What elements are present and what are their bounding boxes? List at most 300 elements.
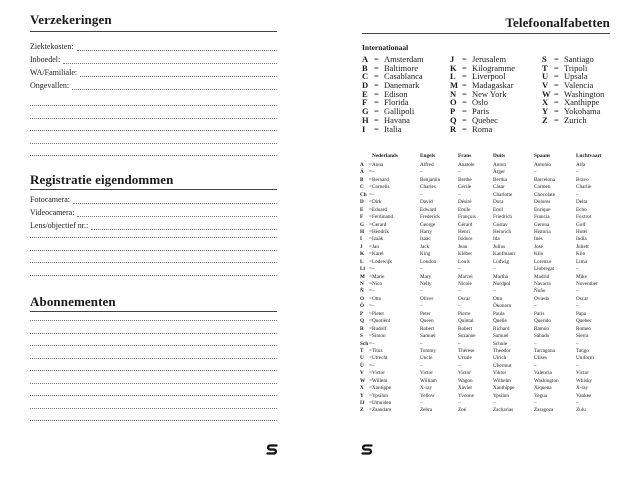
code-word: Lorenzo [534, 258, 552, 265]
write-line[interactable] [91, 222, 277, 230]
letter: S [360, 333, 363, 340]
equals-sign: = [369, 400, 372, 406]
equals-sign: = [374, 71, 379, 82]
code-word: Foxtrot [576, 214, 592, 221]
section-rule [30, 311, 277, 312]
code-word: Xiquena [534, 385, 552, 392]
equals-sign: = [374, 80, 379, 91]
code-word: Dirk [372, 199, 382, 206]
code-word: Berthe [458, 176, 472, 183]
code-word: – [576, 400, 579, 406]
equals-sign: = [554, 62, 559, 73]
equals-sign: = [374, 97, 379, 108]
code-word: Ñoño [534, 288, 546, 295]
code-word: – [372, 303, 375, 310]
code-word: Oviedo [534, 295, 550, 302]
equals-sign: = [369, 362, 372, 369]
write-line[interactable] [30, 237, 277, 238]
write-line[interactable] [77, 43, 277, 51]
write-line[interactable] [30, 262, 277, 263]
code-word: Izaäk [372, 236, 384, 243]
code-word: Ypsilon [372, 392, 388, 399]
code-word: Edison [384, 88, 408, 99]
letter: L [360, 258, 364, 265]
code-word: – [372, 288, 375, 295]
form-field-row [30, 81, 277, 90]
code-word: Wilhelm [493, 377, 511, 384]
letter: E [360, 206, 364, 213]
equals-sign: = [369, 370, 372, 377]
code-word: Schule [493, 340, 508, 347]
code-word: – [534, 362, 537, 369]
list-item [542, 116, 604, 125]
code-word: Queen [420, 318, 434, 325]
code-word: – [576, 340, 579, 347]
code-word: Hendrik [372, 228, 389, 235]
code-word: Mary [420, 273, 432, 280]
equals-sign: = [369, 281, 372, 287]
table-row [360, 222, 640, 229]
code-word: Utrecht [372, 355, 388, 362]
code-word: Alfred [420, 162, 434, 168]
letter: Sch [360, 340, 369, 347]
code-word: Jack [420, 243, 430, 250]
letter: X [542, 97, 549, 108]
code-word: Baltimore [384, 62, 418, 73]
code-word: Ökonom [493, 303, 512, 310]
equals-sign: = [554, 97, 559, 108]
code-word: Zulu [576, 407, 586, 414]
code-word: Nico [372, 281, 383, 287]
code-word: – [576, 362, 579, 369]
code-word: – [458, 303, 461, 310]
form-field-label: Lens/objectief nr.: [30, 221, 89, 230]
code-word: Lodewijk [372, 258, 392, 265]
equals-sign: = [462, 88, 467, 99]
table-row [360, 355, 640, 362]
equals-sign: = [462, 106, 467, 117]
code-word: Emile [458, 206, 471, 213]
code-word: – [493, 266, 496, 273]
write-line[interactable] [30, 155, 277, 156]
code-word: Nicole [458, 281, 472, 287]
equals-sign: = [374, 54, 379, 64]
code-word: Otto [493, 295, 503, 302]
letter: Ö [360, 303, 365, 310]
equals-sign: = [369, 333, 372, 340]
code-word: Jean [458, 243, 468, 250]
write-line[interactable] [30, 345, 277, 346]
code-word: Chocolate [534, 191, 556, 198]
code-word: Ferdinand [372, 214, 394, 221]
code-word: Martha [493, 273, 508, 280]
code-word: Oscar [458, 295, 471, 302]
code-word: Karel [372, 251, 384, 258]
letter: Q [450, 114, 457, 125]
code-word: Valencia [534, 370, 552, 377]
table-row [360, 192, 640, 199]
code-word: – [534, 169, 537, 176]
write-line[interactable] [80, 69, 277, 77]
code-word: Henri [458, 228, 470, 235]
code-word: Zacharias [493, 407, 514, 414]
code-word: Ypsilon [493, 392, 509, 399]
code-word: Simon [372, 333, 386, 340]
code-word: Ulises [534, 355, 547, 362]
code-word: Barcelona [534, 176, 556, 183]
code-word: Victor [576, 370, 589, 377]
countries-table [360, 162, 640, 415]
code-word: Antonio [534, 162, 552, 168]
code-word: Sierra [576, 333, 589, 340]
code-word: Papa [576, 310, 587, 317]
table-row [360, 281, 640, 288]
equals-sign: = [369, 340, 372, 347]
code-word: – [458, 191, 461, 198]
code-word: Charles [420, 184, 436, 191]
equals-sign: = [369, 199, 372, 206]
section-title-verzekeringen: Verzekeringen [30, 12, 112, 27]
code-word: Bravo [576, 176, 589, 183]
letter: Ñ [360, 288, 364, 295]
equals-sign: = [462, 71, 467, 82]
code-word: Ida [493, 236, 500, 243]
code-word: Madagaskar [472, 80, 514, 91]
write-line[interactable] [30, 333, 277, 334]
list-item [450, 125, 515, 134]
page-title: Telefoonalfabetten [505, 15, 610, 30]
table-row [360, 370, 640, 377]
letter: J [360, 243, 363, 250]
code-word: Anna [372, 162, 384, 168]
equals-sign: = [374, 106, 379, 117]
write-line[interactable] [30, 420, 277, 421]
code-word: – [372, 362, 375, 369]
letter: V [360, 370, 364, 377]
code-word: Heinrich [493, 228, 512, 235]
letter: P [360, 310, 364, 317]
equals-sign: = [369, 318, 372, 325]
code-word: Kaufmann [493, 251, 515, 258]
letter: W [542, 88, 551, 99]
code-word: Kilogramme [472, 62, 515, 73]
table-row [360, 326, 640, 333]
write-line[interactable] [30, 275, 277, 276]
code-word: Oslo [472, 97, 489, 108]
code-word: Pieter [372, 310, 385, 317]
code-word: – [420, 400, 423, 406]
code-word: Ursule [458, 355, 472, 362]
code-word: Roma [472, 123, 493, 134]
code-word: Yvonne [458, 392, 474, 399]
letter: L [450, 71, 456, 82]
letter: A [360, 162, 364, 168]
equals-sign: = [554, 88, 559, 99]
code-word: – [534, 400, 537, 406]
code-word: Querido [534, 318, 551, 325]
write-line[interactable] [30, 395, 277, 396]
equals-sign: = [369, 176, 372, 183]
form-field-row [30, 208, 277, 217]
code-word: Benjamin [420, 176, 441, 183]
form-field-row [30, 55, 277, 64]
code-word: Uniform [576, 355, 594, 362]
code-word: Frederick [420, 214, 440, 221]
code-word: Llobregat [534, 266, 555, 273]
equals-sign: = [369, 266, 372, 273]
column-header: Engels [420, 153, 436, 159]
code-word: Jan [372, 243, 379, 250]
write-line[interactable] [30, 383, 277, 384]
list-item [362, 125, 424, 134]
code-word: Yellow [420, 392, 435, 399]
write-line[interactable] [30, 143, 277, 144]
code-word: Gerard [372, 221, 387, 228]
code-word: William [420, 377, 437, 384]
equals-sign: = [374, 62, 379, 73]
letter: H [360, 228, 365, 235]
code-word: Havana [384, 114, 410, 125]
code-word: Nelly [420, 281, 432, 287]
code-word: Santiago [564, 54, 594, 64]
code-word: Gustav [493, 221, 508, 228]
form-field-row [30, 42, 277, 51]
code-word: Wagon [458, 377, 473, 384]
code-word: – [576, 266, 579, 273]
code-word: Charlotte [493, 191, 513, 198]
code-word: Anatole [458, 162, 475, 168]
code-word: Italia [384, 123, 402, 134]
code-word: Désiré [458, 199, 472, 206]
letter: W [360, 377, 366, 384]
equals-sign: = [462, 114, 467, 125]
letter: Z [542, 114, 548, 125]
letter: P [450, 106, 456, 117]
letter: U [542, 71, 549, 82]
equals-sign: = [462, 80, 467, 91]
code-word: X-ray [420, 385, 433, 392]
code-word: Samuel [493, 333, 509, 340]
table-row [360, 378, 640, 385]
equals-sign: = [369, 377, 372, 384]
code-word: José [534, 243, 543, 250]
section-title-abonnementen: Abonnementen [30, 294, 116, 309]
equals-sign: = [369, 303, 372, 310]
code-word: Charlie [576, 184, 592, 191]
code-word: Louis [458, 258, 470, 265]
code-word: Quelle [493, 318, 507, 325]
code-word: – [372, 191, 375, 198]
write-line[interactable] [30, 358, 277, 359]
letter: IJ [360, 400, 365, 406]
letter: Ä [360, 169, 364, 176]
code-word: Whisky [576, 377, 593, 384]
letter: Y [542, 106, 549, 117]
code-word: Victor [372, 370, 385, 377]
code-word: Tarragona [534, 347, 555, 354]
code-word: Ärger [493, 169, 506, 176]
table-row [360, 400, 640, 407]
equals-sign: = [369, 221, 372, 228]
write-line[interactable] [30, 250, 277, 251]
code-word: Quebec [576, 318, 592, 325]
letter: Q [360, 318, 365, 325]
code-word: Edward [420, 206, 437, 213]
code-word: November [576, 281, 598, 287]
code-word: Titus [372, 347, 383, 354]
code-word: – [458, 400, 461, 406]
code-word: George [420, 221, 436, 228]
equals-sign: = [369, 310, 372, 317]
code-word: – [420, 340, 423, 347]
letter: Z [360, 407, 364, 414]
letter: I [362, 123, 366, 134]
code-word: Tango [576, 347, 589, 354]
code-word: – [458, 266, 461, 273]
code-word: Viktor [493, 370, 507, 377]
equals-sign: = [369, 385, 372, 392]
code-word: Gérard [458, 221, 473, 228]
code-word: – [372, 340, 375, 347]
code-word: Golf [576, 221, 586, 228]
code-word: Paris [534, 310, 545, 317]
write-line[interactable] [30, 370, 277, 371]
brand-logo-icon [265, 443, 279, 457]
write-line[interactable] [30, 105, 277, 106]
code-word: Carmen [534, 184, 551, 191]
code-word: Uncle [420, 355, 433, 362]
table-row [360, 385, 640, 392]
code-word: Oscar [576, 295, 589, 302]
letter: B [362, 62, 368, 73]
letter: H [362, 114, 369, 125]
write-line[interactable] [30, 118, 277, 119]
code-word: Marie [372, 273, 385, 280]
table-row [360, 393, 640, 400]
code-word: Tommy [420, 347, 437, 354]
code-word: Gallipoli [384, 106, 415, 117]
code-word: Valencia [564, 80, 594, 91]
code-word: Alfa [576, 162, 586, 168]
code-word: Willem [372, 377, 388, 384]
code-word: Upsala [564, 71, 588, 82]
code-word: Oliver [420, 295, 434, 302]
equals-sign: = [369, 251, 372, 258]
form-field-row [30, 221, 277, 230]
code-word: Quintal [458, 318, 474, 325]
letter: B [360, 176, 364, 183]
code-word: Suzanne [458, 333, 476, 340]
code-word: Madrid [534, 273, 550, 280]
column-header: Frans [458, 153, 472, 159]
column-header: Nederlands [372, 153, 398, 159]
code-word: Zaragoza [534, 407, 554, 414]
letter: J [450, 54, 455, 64]
code-word: Enrique [534, 206, 551, 213]
code-word: Liverpool [472, 71, 506, 82]
write-line[interactable] [73, 196, 277, 204]
equals-sign: = [554, 54, 559, 64]
letter: R [360, 325, 364, 332]
equals-sign: = [369, 355, 372, 362]
code-word: Cécile [458, 184, 472, 191]
code-word: Isaac [420, 236, 431, 243]
code-word: Quotiënt [372, 318, 391, 325]
code-word: Ramón [534, 325, 549, 332]
write-line[interactable] [30, 320, 277, 321]
write-line[interactable] [77, 209, 277, 217]
column-header: Duits [493, 153, 506, 159]
code-word: Romeo [576, 325, 591, 332]
table-row [360, 184, 640, 191]
international-column [362, 55, 424, 133]
code-word: Theodor [493, 347, 511, 354]
table-row [360, 333, 640, 340]
code-word: Florida [384, 97, 409, 108]
code-word: Robert [458, 325, 473, 332]
code-word: Harry [420, 228, 433, 235]
table-row [360, 229, 640, 236]
code-word: Ulrich [493, 355, 507, 362]
code-word: – [576, 191, 579, 198]
code-word: Zebra [420, 407, 433, 414]
letter: O [360, 295, 365, 302]
equals-sign: = [462, 123, 467, 134]
write-line[interactable] [30, 130, 277, 131]
write-line[interactable] [72, 82, 277, 90]
code-word: Xavier [458, 385, 473, 392]
equals-sign: = [369, 214, 372, 221]
code-word: – [420, 266, 423, 273]
code-word: Otto [372, 295, 382, 302]
letter: Ü [360, 362, 364, 369]
letter: F [360, 214, 364, 221]
letter: I [360, 236, 363, 243]
brand-logo-icon [360, 443, 374, 457]
write-line[interactable] [63, 56, 277, 64]
table-row [360, 259, 640, 266]
code-word: Lima [576, 258, 587, 265]
table-row [360, 236, 640, 243]
code-word: Zurich [564, 114, 587, 125]
equals-sign: = [369, 228, 372, 235]
code-word: Xanthippe [493, 385, 515, 392]
table-row [360, 207, 640, 214]
code-word: Kilo [534, 251, 544, 258]
code-word: Juliett [576, 243, 589, 250]
code-word: Bertha [493, 176, 507, 183]
letter: K [360, 251, 365, 258]
equals-sign: = [369, 162, 372, 168]
letter: N [450, 88, 457, 99]
equals-sign: = [369, 392, 372, 399]
letter: G [360, 221, 365, 228]
code-word: Dolores [534, 199, 551, 206]
code-word: Inés [534, 236, 543, 243]
equals-sign: = [462, 54, 467, 64]
code-word: Casablanca [384, 71, 423, 82]
code-word: Julius [493, 243, 506, 250]
code-word: Francia [534, 214, 550, 221]
code-word: Robert [420, 325, 435, 332]
letter: D [360, 199, 364, 206]
letter: D [362, 80, 369, 91]
code-word: Zoé [458, 407, 467, 414]
code-word: Anton [493, 162, 506, 168]
code-word: – [420, 288, 423, 295]
letter: M [450, 80, 459, 91]
write-line[interactable] [30, 408, 277, 409]
